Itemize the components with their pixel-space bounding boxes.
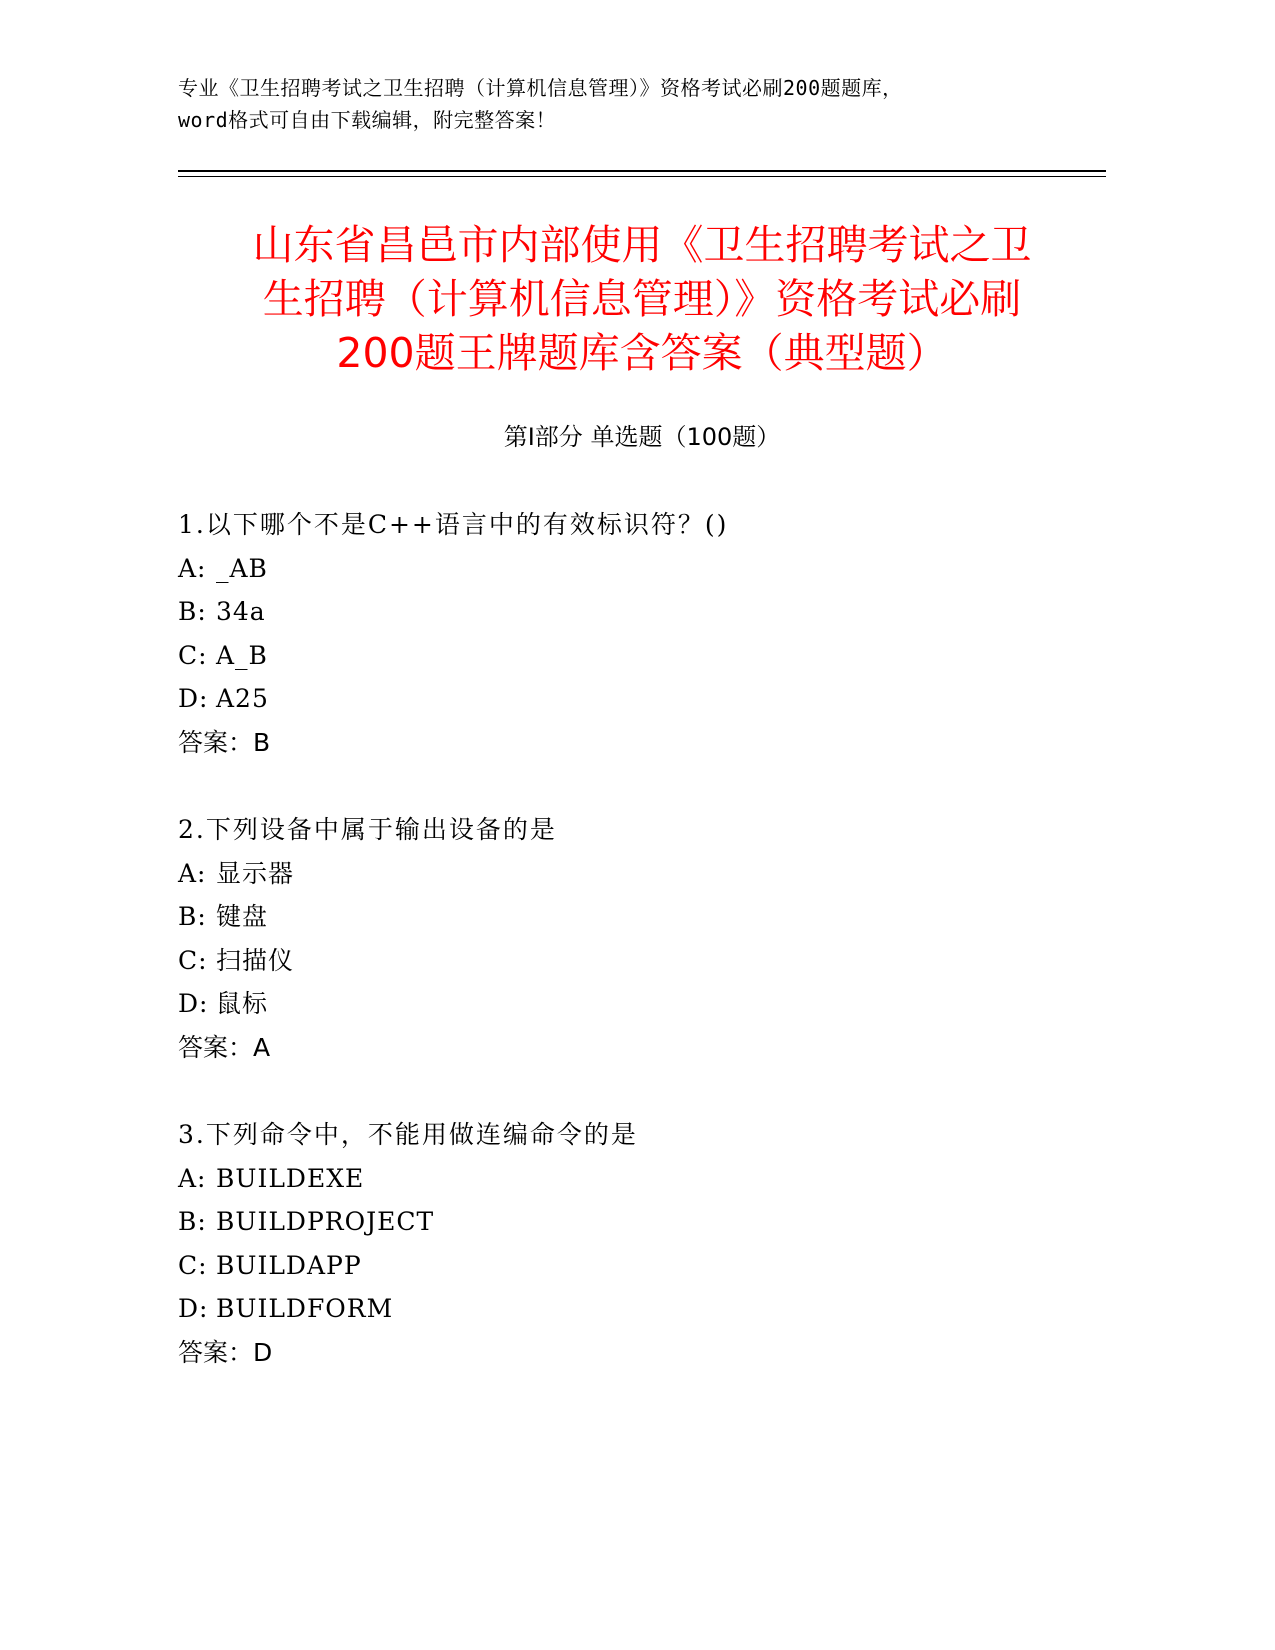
option-d (178, 1289, 1108, 1333)
option-text: BUILDFORM (216, 1294, 394, 1323)
option-c (178, 636, 1108, 680)
question-stem: 3.下列命令中，不能用做连编命令的是 (178, 1120, 638, 1149)
option-d (178, 679, 1108, 723)
document-title-line-2: 生招聘（计算机信息管理）》资格考试必刷 (262, 275, 1022, 323)
option-a (178, 549, 1108, 593)
header-note (178, 72, 1108, 136)
option-letter: D: (178, 684, 209, 713)
option-d (178, 984, 1108, 1028)
document-title-line-3: 200题王牌题库含答案（典型题） (336, 329, 948, 377)
question-stem: 2.下列设备中属于输出设备的是 (178, 815, 557, 844)
option-letter: B: (178, 597, 207, 626)
answer-line: 答案：D (178, 1337, 273, 1367)
option-b (178, 592, 1108, 636)
option-text: 显示器 (216, 858, 295, 888)
document-title (178, 218, 1106, 380)
option-c (178, 941, 1108, 985)
option-a (178, 1159, 1108, 1203)
option-b (178, 897, 1108, 941)
header-divider-thick (178, 170, 1106, 172)
option-text: A_B (216, 640, 268, 670)
option-letter: C: (178, 945, 208, 975)
option-text: 34a (216, 597, 266, 626)
option-b (178, 1202, 1108, 1246)
option-text: BUILDAPP (216, 1250, 362, 1280)
option-letter: B: (178, 902, 207, 931)
answer-line: 答案：A (178, 1032, 271, 1062)
section-heading: 第Ⅰ部分 单选题（100题） (503, 423, 781, 451)
option-letter: C: (178, 640, 208, 670)
option-c (178, 1246, 1108, 1290)
option-text: 扫描仪 (216, 945, 295, 975)
option-letter: D: (178, 989, 209, 1018)
option-letter: C: (178, 1250, 208, 1280)
option-text: 键盘 (216, 902, 269, 931)
option-text: BUILDEXE (216, 1163, 365, 1193)
option-letter: B: (178, 1207, 207, 1236)
answer-line: 答案：B (178, 727, 271, 757)
header-note-line-2: word格式可自由下载编辑，附完整答案！ (178, 108, 557, 132)
document-title-line-1: 山东省昌邑市内部使用《卫生招聘考试之卫 (252, 221, 1032, 269)
question-stem: 1.以下哪个不是C++语言中的有效标识符？() (178, 510, 729, 539)
question-block (178, 1115, 1108, 1376)
option-letter: A: (178, 1163, 207, 1193)
option-a (178, 854, 1108, 898)
option-text: 鼠标 (216, 989, 269, 1018)
option-text: A25 (216, 684, 269, 713)
option-letter: D: (178, 1294, 209, 1323)
header-divider-thin (178, 176, 1106, 177)
option-letter: A: (178, 553, 207, 583)
question-block (178, 505, 1108, 766)
option-letter: A: (178, 858, 207, 888)
question-block (178, 810, 1108, 1071)
option-text: BUILDPROJECT (216, 1207, 435, 1236)
option-text: _AB (216, 553, 268, 583)
header-note-line-1: 专业《卫生招聘考试之卫生招聘（计算机信息管理）》资格考试必刷200题题库， (178, 76, 903, 100)
